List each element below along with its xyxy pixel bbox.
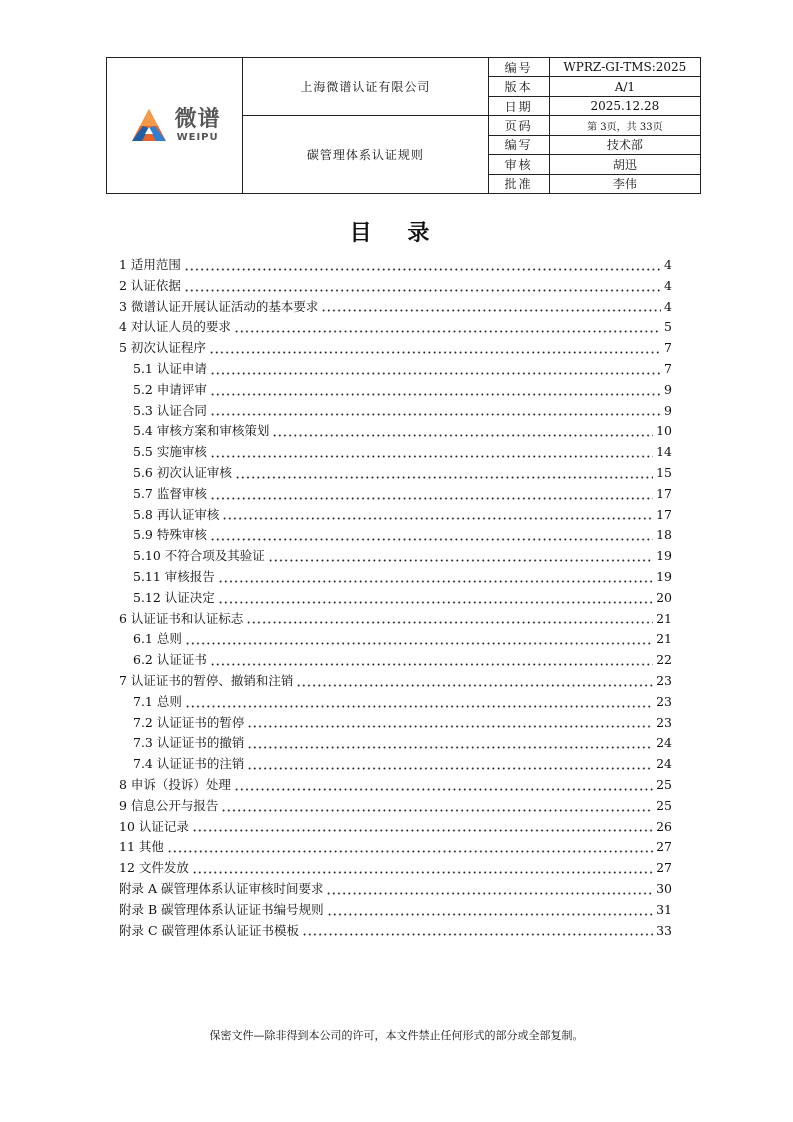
toc-leader-dots xyxy=(247,746,653,749)
toc-leader-dots xyxy=(192,871,653,874)
company-logo xyxy=(107,106,242,146)
toc-entry[interactable] xyxy=(119,921,672,942)
toc-leader-dots xyxy=(209,351,661,354)
toc-entry-page: 26 xyxy=(656,818,672,834)
toc-entry-label: 11 其他 xyxy=(119,839,164,855)
toc-leader-dots xyxy=(234,788,653,791)
toc-entry-label: 附录 C 碳管理体系认证证书模板 xyxy=(119,922,300,938)
toc-leader-dots xyxy=(210,497,653,500)
logo-name-en: WEIPU xyxy=(176,131,219,143)
toc-leader-dots xyxy=(192,829,653,832)
toc-leader-dots xyxy=(234,330,661,333)
toc-entry[interactable] xyxy=(119,359,672,380)
toc-leader-dots xyxy=(218,580,653,583)
toc-entry-page: 30 xyxy=(656,880,672,896)
logo-wordmark xyxy=(175,108,221,144)
toc-entry-label: 7.4 认证证书的注销 xyxy=(133,756,245,772)
toc-entry-page: 33 xyxy=(656,922,672,938)
toc-entry-label: 5.1 认证申请 xyxy=(133,360,207,376)
toc-entry[interactable] xyxy=(119,421,672,442)
toc-leader-dots xyxy=(272,434,653,437)
toc-entry[interactable] xyxy=(119,671,672,692)
toc-leader-dots xyxy=(296,684,653,687)
toc-entry-page: 9 xyxy=(664,402,672,418)
toc-entry-page: 17 xyxy=(656,506,672,522)
toc-leader-dots xyxy=(185,642,653,645)
toc-entry[interactable] xyxy=(119,567,672,588)
toc-leader-dots xyxy=(247,767,653,770)
field-value-number: WPRZ-GI-TMS:2025 xyxy=(549,58,700,77)
toc-entry[interactable] xyxy=(119,297,672,318)
toc-entry[interactable] xyxy=(119,380,672,401)
toc-leader-dots xyxy=(247,725,653,728)
toc-leader-dots xyxy=(321,309,661,312)
toc-entry-label: 9 信息公开与报告 xyxy=(119,797,219,813)
toc-leader-dots xyxy=(210,663,653,666)
toc-entry[interactable] xyxy=(119,442,672,463)
toc-entry-label: 5 初次认证程序 xyxy=(119,340,206,356)
confidentiality-notice: 保密文件—除非得到本公司的许可，本文件禁止任何形式的部分或全部复制。 xyxy=(209,1029,584,1042)
toc-entry-label: 5.2 申请评审 xyxy=(133,381,207,397)
toc-leader-dots xyxy=(235,476,653,479)
toc-leader-dots xyxy=(210,455,653,458)
toc-entry-page: 24 xyxy=(656,735,672,751)
toc-entry-page: 20 xyxy=(656,589,672,605)
toc-leader-dots xyxy=(210,372,661,375)
toc-entry-page: 9 xyxy=(664,381,672,397)
toc-entry-page: 23 xyxy=(656,693,672,709)
toc-entry-label: 5.12 认证决定 xyxy=(133,589,215,605)
toc-entry-label: 7 认证证书的暂停、撤销和注销 xyxy=(119,672,294,688)
toc-entry-page: 23 xyxy=(656,672,672,688)
toc-entry-page: 19 xyxy=(656,548,672,564)
logo-name-cn: 微谱 xyxy=(174,106,221,132)
toc-entry-page: 31 xyxy=(656,901,672,917)
toc-entry-label: 5.9 特殊审核 xyxy=(133,527,207,543)
toc-leader-dots xyxy=(210,393,661,396)
toc-entry-label: 7.1 总则 xyxy=(133,693,182,709)
toc-leader-dots xyxy=(210,413,661,416)
toc-entry-label: 10 认证记录 xyxy=(119,818,189,834)
toc-leader-dots xyxy=(246,621,653,624)
logo-cell xyxy=(107,58,243,194)
toc-entry[interactable] xyxy=(119,338,672,359)
toc-entry[interactable] xyxy=(119,525,672,546)
field-label-date: 日期 xyxy=(488,96,549,115)
toc-entry-label: 1 适用范围 xyxy=(119,257,181,272)
toc-entry-page: 7 xyxy=(664,360,672,376)
toc-list xyxy=(119,255,672,941)
toc-entry-label: 附录 A 碳管理体系认证审核时间要求 xyxy=(119,880,324,896)
toc-entry[interactable] xyxy=(119,276,672,297)
field-value-date: 2025.12.28 xyxy=(549,96,700,115)
toc-entry-page: 21 xyxy=(656,610,672,626)
toc-entry-label: 5.7 监督审核 xyxy=(133,485,207,501)
toc-entry[interactable] xyxy=(119,609,672,630)
toc-entry[interactable] xyxy=(119,317,672,338)
document-title: 碳管理体系认证规则 xyxy=(243,116,488,194)
toc-entry[interactable] xyxy=(119,629,672,650)
toc-entry-label: 8 申诉（投诉）处理 xyxy=(119,776,231,792)
toc-entry-page: 17 xyxy=(656,485,672,501)
toc-entry-label: 附录 B 碳管理体系认证证书编号规则 xyxy=(119,901,324,917)
toc-entry[interactable] xyxy=(119,588,672,609)
field-value-version: A/1 xyxy=(549,77,700,96)
field-value-reviewer: 胡迅 xyxy=(549,155,700,174)
toc-entry[interactable] xyxy=(119,817,672,838)
field-label-page: 页码 xyxy=(488,116,549,135)
toc-entry[interactable] xyxy=(119,754,672,775)
toc-entry-label: 5.5 实施审核 xyxy=(133,444,207,460)
toc-leader-dots xyxy=(268,559,653,562)
toc-entry-label: 7.3 认证证书的撤销 xyxy=(133,735,245,751)
toc-entry-label: 3 微谱认证开展认证活动的基本要求 xyxy=(119,298,319,314)
toc-entry[interactable] xyxy=(119,733,672,754)
field-label-approver: 批准 xyxy=(488,174,549,193)
toc-entry-page: 4 xyxy=(664,298,672,314)
toc-leader-dots xyxy=(222,517,653,520)
field-value-page: 第 3页，共 33页 xyxy=(549,116,700,135)
toc-entry-label: 5.6 初次认证审核 xyxy=(133,464,232,480)
toc-entry[interactable] xyxy=(119,713,672,734)
toc-entry[interactable] xyxy=(119,463,672,484)
toc-entry-label: 12 文件发放 xyxy=(119,860,189,876)
toc-leader-dots xyxy=(184,268,661,271)
toc-entry[interactable] xyxy=(119,858,672,879)
toc-entry-page: 19 xyxy=(656,568,672,584)
toc-entry[interactable] xyxy=(119,401,672,422)
toc-entry-label: 5.8 再认证审核 xyxy=(133,506,220,522)
toc-entry-label: 2 认证依据 xyxy=(119,277,181,293)
field-label-author: 编写 xyxy=(488,135,549,154)
toc-entry-label: 7.2 认证证书的暂停 xyxy=(133,714,245,730)
toc-leader-dots xyxy=(218,601,653,604)
toc-title: 目 录 xyxy=(349,220,444,246)
toc-leader-dots xyxy=(327,913,653,916)
field-label-version: 版本 xyxy=(488,77,549,96)
toc-entry-page: 27 xyxy=(656,860,672,876)
toc-entry-label: 5.3 认证合同 xyxy=(133,402,207,418)
toc-leader-dots xyxy=(302,933,653,936)
toc-entry-page: 23 xyxy=(656,714,672,730)
toc-entry[interactable] xyxy=(119,692,672,713)
toc-entry-page: 25 xyxy=(656,797,672,813)
toc-entry-page: 21 xyxy=(656,631,672,647)
toc-entry-page: 15 xyxy=(656,464,672,480)
toc-entry-page: 22 xyxy=(656,652,672,668)
toc-leader-dots xyxy=(221,809,653,812)
toc-entry-page: 10 xyxy=(656,423,672,439)
toc-entry-page: 27 xyxy=(656,839,672,855)
toc-entry-label: 6.1 总则 xyxy=(133,631,182,647)
toc-entry-page: 7 xyxy=(664,340,672,356)
toc-entry[interactable] xyxy=(119,484,672,505)
toc-entry-label: 6 认证证书和认证标志 xyxy=(119,610,244,626)
field-value-author: 技术部 xyxy=(549,135,700,154)
toc-entry-page: 14 xyxy=(656,444,672,460)
toc-entry[interactable] xyxy=(119,505,672,526)
toc-entry-label: 5.4 审核方案和审核策划 xyxy=(133,423,270,439)
toc-entry[interactable] xyxy=(119,775,672,796)
toc-leader-dots xyxy=(326,892,653,895)
toc-entry[interactable] xyxy=(119,837,672,858)
toc-entry-page: 4 xyxy=(664,277,672,293)
company-name: 上海微谱认证有限公司 xyxy=(243,58,488,116)
document-header-table xyxy=(106,57,701,194)
toc-entry-page: 4 xyxy=(664,257,672,272)
toc-entry[interactable] xyxy=(119,900,672,921)
toc-entry[interactable] xyxy=(119,879,672,900)
field-label-number: 编号 xyxy=(488,58,549,77)
weipu-logo-icon xyxy=(129,106,169,146)
toc-leader-dots xyxy=(210,538,653,541)
toc-entry-label: 6.2 认证证书 xyxy=(133,652,207,668)
field-label-reviewer: 审核 xyxy=(488,155,549,174)
toc-entry[interactable] xyxy=(119,650,672,671)
toc-leader-dots xyxy=(184,289,661,292)
toc-entry-label: 4 对认证人员的要求 xyxy=(119,319,231,335)
toc-entry[interactable] xyxy=(119,546,672,567)
toc-entry-page: 24 xyxy=(656,756,672,772)
toc-entry-page: 18 xyxy=(656,527,672,543)
toc-entry-page: 25 xyxy=(656,776,672,792)
toc-leader-dots xyxy=(185,705,653,708)
toc-entry[interactable] xyxy=(119,796,672,817)
toc-entry-label: 5.11 审核报告 xyxy=(133,568,215,584)
toc-entry[interactable] xyxy=(119,255,672,276)
toc-entry-label: 5.10 不符合项及其验证 xyxy=(133,548,265,564)
toc-entry-page: 5 xyxy=(664,319,672,335)
field-value-approver: 李伟 xyxy=(549,174,700,193)
toc-leader-dots xyxy=(167,850,653,853)
